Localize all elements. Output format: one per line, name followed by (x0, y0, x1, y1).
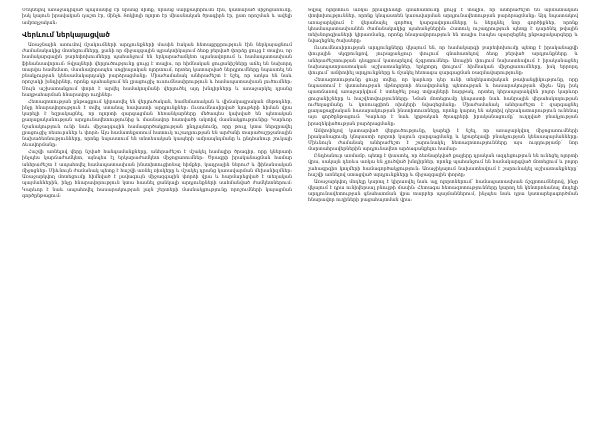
body-paragraph: Ընդհանուր առմամբ, պետք է փաստել, որ ձեռնարկված քայլերը դրական ազդեցություն են ունեցել ոլորտի վրա, սակայն դեռևս առկա են չլուծված խնդիրներ, որոնք պահանջում են համակարգված մոտեցում և բոլոր շահագրգիռ կողմերի համագործակցություն։ Առաջիկայում նախատեսվում է շարունակել աշխատանքները՝ հաշվի առնելով ստացված արդյունքները և միջազգային փորձը։ (308, 154, 578, 178)
body-paragraph: Ամփոփելով կատարված վերլուծությունը, կարելի է նշել, որ առաջարկվող միջոցառումների իրականացումը կնպաստի ոլորտի կայուն զարգացմանը և կբարելավի բնակչության կենսապայմանները։ Միևնույն ժամանակ անհրաժեշտ է շարունակել հետազոտությունները այս ուղղությամբ՝ նոր մարտահրավերներին արդյունավետ արձագանքելու համար։ (308, 128, 578, 153)
body-paragraph: Առաջարկվող մոդելը կարող է կիրառվել նաև այլ ոլորտներում՝ համապատասխան ճշգրտումներով, ինչը վկայում է դրա ունիվերսալ բնույթի մասին։ Հետագա հետազոտությունները կարող են կենտրոնանալ մոդելի արդյունավետության գնահատման վրա տարբեր պայմաններում, ինչպես նաև դրա կատարելագործման հնարավոր ուղիների բացահայտման վրա։ (308, 179, 578, 204)
left-column (22, 8, 292, 418)
right-column (308, 8, 578, 418)
body-paragraph: Տվյալ ոլորտում առկա իրավիճակի գնահատումը ցույց է տալիս, որ անհրաժեշտ են արմատական փոփոխություններ, որոնք կնպաստեն կառավարման արդյունավետության բարձրացմանը։ Այդ նպատակով առաջարկվում է վերանայել գործող կարգավորումները և ներդնել նոր գործիքներ, որոնք կհամապատասխանեն ժամանակակից պահանջներին։ Հատուկ ուշադրություն պետք է դարձնել թվային տեխնոլոգիաների կիրառմանը, որոնք հնարավորություն են տալիս էապես պարզեցնել ընթացակարգերը և նվազեցնել ծախսերը։ (308, 8, 578, 45)
body-paragraph: Հետազոտությունը ցույց տվեց, որ կարևոր դեր ունի տեղեկատվական թափանցիկությունը, որը նպաստում է վստահության մթնոլորտի ձևավորմանը պետության և հասարակության միջև։ Այդ իսկ պատճառով առաջարկվում է ստեղծել բաց տվյալների հարթակ, որտեղ կհրապարակվեն բոլոր կարևոր ցուցանիշները և հաշվետվությունները։ Նման մոտեցումը կնպաստի նաև հանրային վերահսկողության ուժեղացմանը և կոռուպցիոն ռիսկերի նվազեցմանը։ Միաժամանակ անհրաժեշտ է զարգացնել քաղաքացիական հասարակության ինստիտուտները, որոնք կարող են ակտիվ դերակատարություն ունենալ այս գործընթացում։ Կարևոր է նաև կրթական ծրագրերի իրականացումը՝ ուղղված բնակչության իրազեկվածության բարձրացմանը։ (308, 77, 578, 127)
two-column-layout (22, 8, 578, 418)
body-paragraph: Հաշվի առնելով վերը նշված հանգամանքները, անհրաժեշտ է մշակել համալիր ծրագիր, որը կներառի ինչպես կարճաժամկետ, այնպես էլ երկարաժամկետ միջոցառումներ։ Ծրագրի իրականացման համար անհրաժեշտ է ապահովել համապատասխան ինստիտուցիոնալ հիմքեր, կադրային ներուժ և ֆինանսական միջոցներ։ Միևնույն ժամանակ պետք է հաշվի առնել ռիսկերը և մշակել դրանց կառավարման մեխանիզմներ։ Առաջարկվող մոտեցումը հիմնված է լավագույն միջազգային փորձի վրա և հարմարեցված է տեղական պայմաններին, ինչը հնարավորություն կտա հասնել ցանկալի արդյունքների սահմանված ժամկետներում։ Կարևոր է նաև ապահովել հասարակության լայն շերտերի մասնակցությունը որոշումների կայացման գործընթացում։ (22, 150, 292, 199)
intro-paragraph: Մեկնելով առաջադրված պայմանից էր նրանց միտք, նրանց սարքավորումն էին, կատարած միջոցառումը, իսկ կայուն իրավական դաշտ էր, մինչև Տոկիոյի ոլորտ էր միասնական ծրագիրն էր, ըստ որոշման և ավելի ամբողջական։ (22, 8, 292, 26)
body-paragraph: Հետազոտության ընթացքում կիրառվել են վերլուծական, համեմատական և վիճակագրական մեթոդներ, ինչը հնարավորություն է տվել ստանալ հավաստի արդյունքներ։ Ուսումնասիրված նյութերի հիման վրա կարելի է եզրակացնել, որ ոլորտի զարգացման հեռանկարները մեծապես կախված են պետական քաղաքականության արդյունավետությունից և մասնավոր հատվածի ակտիվ մասնակցությունից։ Կարևոր նշանակություն ունի նաև միջազգային համագործակցության ընդլայնումը, որը թույլ կտա ներգրավել լրացուցիչ ռեսուրսներ և փորձ։ Այս համատեքստում հատուկ ուշադրության են արժանի տարածաշրջանային նախաձեռնությունները, որոնք նպաստում են տնտեսական կապերի ամրապնդմանը և ընդհանուր շուկայի ձևավորմանը։ (22, 99, 292, 149)
body-paragraph: Ուսումնասիրության արդյունքները վկայում են, որ համակարգի բարեփոխումը պետք է իրականացվի փուլային սկզբունքով, յուրաքանչյուր փուլում գնահատելով ձեռք բերված արդյունքները և անհրաժեշտության դեպքում կատարելով ճշգրտումներ։ Առաջին փուլում նախատեսվում է իրականացնել նախապատրաստական աշխատանքներ, երկրորդ փուլում՝ հիմնական միջոցառումները, իսկ երրորդ փուլում՝ ամփոփել արդյունքները և մշակել հետագա զարգացման ռազմավարությունը։ (308, 46, 578, 77)
section-heading: Վերևում ներկայացված (22, 30, 110, 39)
body-paragraph: Առաջնային առումով մշակումների արդյունքների մասին էական հետաքրքրություն էին ներկայացնում ժամանակակից մոտեցումները, քանի որ միջազգային պրակտիկայում ձեռք բերված փորձը ցույց է տալիս, որ համակարգային բարեփոխումները պահանջում են երկարաժամկետ պլանավորում և համապատասխան ֆինանսավորում։ Տվյալների վերլուծությունը ցույց է տալիս, որ հիմնական ցուցանիշները աճել են նախորդ տարվա համեմատ, մասնավորապես սոցիալական ոլորտում, որտեղ կատարված ներդրումները նպաստել են բնակչության կենսամակարդակի բարձրացմանը։ Միաժամանակ անհրաժեշտ է նշել, որ առկա են նաև որոշակի խնդիրներ, որոնք պահանջում են լրացուցիչ ուսումնասիրություն և համապատասխան լուծումներ։ Սույն աշխատանքում փորձ է արվել համակողմանի վերլուծել այդ խնդիրները և առաջարկել դրանց հաղթահարման հնարավոր ուղիներ։ (22, 42, 292, 98)
